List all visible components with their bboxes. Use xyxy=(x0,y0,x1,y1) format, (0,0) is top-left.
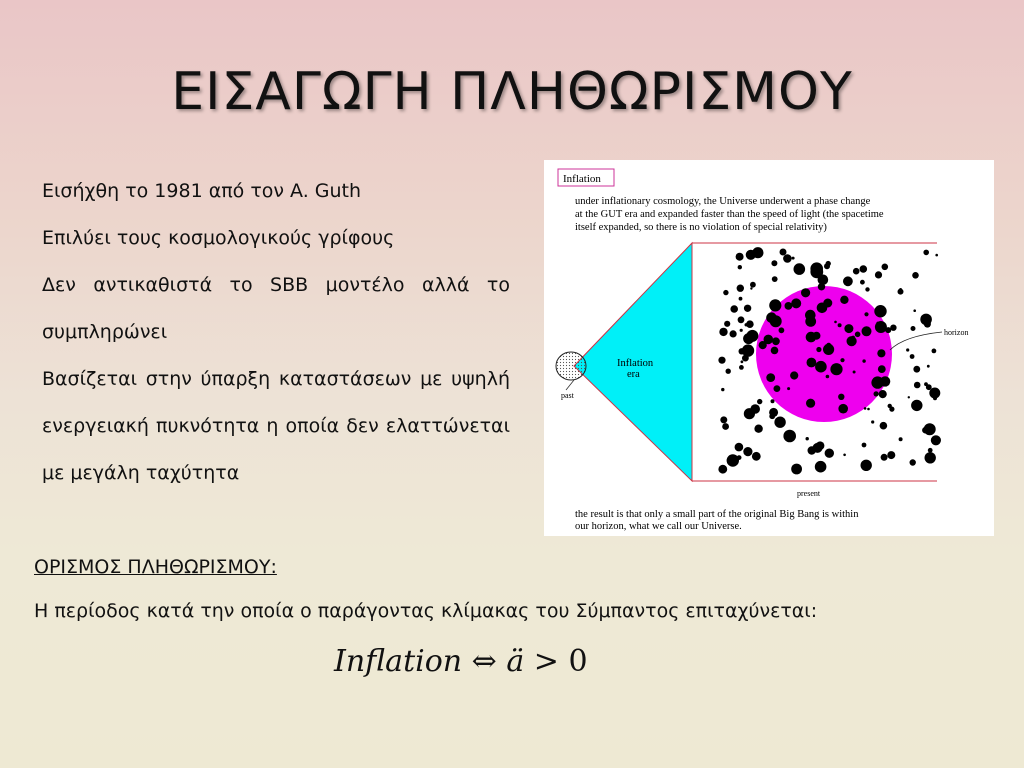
galaxy-dot xyxy=(825,449,834,458)
galaxy-dot xyxy=(874,391,879,396)
galaxy-dot xyxy=(783,254,792,263)
caption-top-line: itself expanded, so there is no violation of special relativity) xyxy=(575,222,827,233)
galaxy-dot xyxy=(787,387,790,390)
galaxy-dot xyxy=(882,264,889,271)
galaxy-dot xyxy=(750,282,756,288)
galaxy-dot xyxy=(843,454,846,457)
galaxy-dot xyxy=(766,373,775,382)
galaxy-dot xyxy=(931,435,941,445)
galaxy-dot xyxy=(783,430,796,443)
slide-title: ΕΙΣΑΓΩΓΗ ΠΛΗΘΩΡΙΣΜΟΥ xyxy=(171,62,853,122)
galaxy-dot xyxy=(906,348,909,351)
galaxy-dot xyxy=(838,404,848,414)
bullet-item: Δεν αντικαθιστά το SBB μοντέλο αλλά το συμπληρώνει xyxy=(42,274,510,343)
galaxy-dot xyxy=(757,399,762,404)
galaxy-dot xyxy=(718,465,727,474)
galaxy-dot xyxy=(824,263,830,269)
galaxy-dot xyxy=(865,287,869,291)
galaxy-dot xyxy=(819,442,823,446)
galaxy-dot xyxy=(772,337,780,345)
galaxy-dot xyxy=(888,404,892,408)
galaxy-dot xyxy=(727,454,739,466)
galaxy-dot xyxy=(720,416,727,423)
galaxy-dot xyxy=(815,461,827,473)
galaxy-dot xyxy=(785,302,793,310)
galaxy-dot xyxy=(844,324,853,333)
galaxy-dot xyxy=(912,272,919,279)
cone-label: era xyxy=(627,369,640,380)
galaxy-dot xyxy=(769,337,772,340)
galaxy-dot xyxy=(860,265,868,273)
galaxy-dot xyxy=(746,320,754,328)
galaxy-dot xyxy=(744,305,751,312)
galaxy-dot xyxy=(834,321,837,324)
galaxy-dot xyxy=(843,276,853,286)
galaxy-dot xyxy=(862,326,872,336)
galaxy-dot xyxy=(924,423,936,435)
caption-top-line: under inflationary cosmology, the Universe underwent a phase change xyxy=(575,196,871,207)
galaxy-dot xyxy=(792,257,795,260)
galaxy-dot xyxy=(791,464,802,475)
galaxy-dot xyxy=(754,425,762,433)
galaxy-dot xyxy=(816,347,821,352)
formula-var: ä xyxy=(506,644,525,679)
galaxy-dot xyxy=(764,335,774,345)
galaxy-dot xyxy=(880,376,890,386)
bullet-item: Εισήχθη το 1981 από τον A. Guth xyxy=(42,180,362,202)
galaxy-dot xyxy=(913,309,916,312)
galaxy-dot xyxy=(860,280,865,285)
galaxy-dot xyxy=(898,289,904,295)
galaxy-dot xyxy=(878,365,886,373)
galaxy-dot xyxy=(911,400,922,411)
galaxy-dot xyxy=(771,260,777,266)
galaxy-dot xyxy=(719,328,727,336)
galaxy-dot xyxy=(801,288,810,297)
galaxy-dot xyxy=(877,349,885,357)
galaxy-dot xyxy=(805,316,816,327)
galaxy-dot xyxy=(927,365,930,368)
galaxy-dot xyxy=(744,408,755,419)
galaxy-dot xyxy=(722,423,729,430)
galaxy-dot xyxy=(910,459,916,465)
galaxy-dot xyxy=(771,399,775,403)
galaxy-dot xyxy=(791,298,801,308)
galaxy-dot xyxy=(920,314,932,326)
galaxy-dot xyxy=(730,330,737,337)
galaxy-dot xyxy=(817,303,828,314)
galaxy-dot xyxy=(881,454,888,461)
galaxy-dot xyxy=(735,443,744,452)
galaxy-dot xyxy=(742,355,749,362)
galaxy-dot xyxy=(880,422,888,430)
past-pointer xyxy=(566,380,574,390)
galaxy-dot xyxy=(739,348,745,354)
galaxy-dot xyxy=(825,346,833,354)
galaxy-dot xyxy=(855,332,861,338)
galaxy-dot xyxy=(853,371,856,374)
galaxy-dot xyxy=(790,371,798,379)
galaxy-dot xyxy=(718,357,725,364)
galaxy-dot xyxy=(738,265,742,269)
galaxy-dot xyxy=(769,299,781,311)
galaxy-dot xyxy=(750,287,752,289)
galaxy-dot xyxy=(808,446,816,454)
galaxy-dot xyxy=(864,407,867,410)
galaxy-dot xyxy=(741,360,744,363)
galaxy-dot xyxy=(853,268,860,275)
galaxy-dot xyxy=(935,254,938,257)
galaxy-dot xyxy=(838,323,842,327)
galaxy-dot xyxy=(923,250,929,256)
past-label: past xyxy=(561,391,574,400)
galaxy-dot xyxy=(738,316,745,323)
galaxy-dot xyxy=(806,437,809,440)
galaxy-dot xyxy=(862,443,867,448)
caption-top-line: at the GUT era and expanded faster than the speed of light (the spacetime xyxy=(575,209,884,220)
galaxy-dot xyxy=(771,347,779,355)
galaxy-dot xyxy=(840,358,844,362)
formula-iff: ⇔ xyxy=(471,644,497,679)
galaxy-dot xyxy=(737,455,742,460)
galaxy-dot xyxy=(806,399,815,408)
galaxy-dot xyxy=(746,250,756,260)
galaxy-dot xyxy=(879,390,887,398)
galaxy-dot xyxy=(913,366,920,373)
definition-heading: ΟΡΙΣΜΟΣ ΠΛΗΘΩΡΙΣΜΟΥ: xyxy=(34,556,277,578)
caption-bottom-line: our horizon, what we call our Universe. xyxy=(575,521,742,532)
inflation-diagram xyxy=(544,160,994,536)
galaxy-dot xyxy=(739,297,743,301)
galaxy-dot xyxy=(887,451,895,459)
galaxy-dot xyxy=(910,354,915,359)
galaxy-dot xyxy=(862,359,865,362)
galaxy-dot xyxy=(737,285,744,292)
horizon-label: horizon xyxy=(944,328,969,337)
inflation-box-label: Inflation xyxy=(563,173,601,185)
galaxy-dot xyxy=(769,408,778,417)
galaxy-dot xyxy=(726,369,731,374)
galaxy-dot xyxy=(864,312,868,316)
present-label: present xyxy=(797,489,821,498)
galaxy-dot xyxy=(723,290,728,295)
galaxy-dot xyxy=(925,452,936,463)
galaxy-dot xyxy=(852,336,855,339)
horizon-pointer xyxy=(890,332,942,350)
galaxy-dot xyxy=(914,382,921,389)
galaxy-dot xyxy=(772,276,778,282)
galaxy-dot xyxy=(840,296,848,304)
definition-text: Η περίοδος κατά την οποία ο παράγοντας κλίμακας του Σύμπαντος επιταχύνεται: xyxy=(34,600,818,622)
galaxy-dot xyxy=(838,394,844,400)
galaxy-dot xyxy=(770,315,782,327)
galaxy-dot xyxy=(911,326,916,331)
galaxy-dot xyxy=(876,322,879,325)
galaxy-dot xyxy=(730,305,738,313)
galaxy-dot xyxy=(875,271,882,278)
inflation-figure xyxy=(544,160,994,536)
galaxy-dot xyxy=(861,460,872,471)
galaxy-dot xyxy=(890,325,896,331)
bullet-list xyxy=(42,168,510,497)
inflation-formula xyxy=(334,644,588,679)
galaxy-dot xyxy=(806,332,817,343)
caption-bottom-line: the result is that only a small part of the original Big Bang is within xyxy=(575,509,859,520)
galaxy-dot xyxy=(794,263,806,275)
galaxy-dot xyxy=(928,448,933,453)
galaxy-dot xyxy=(924,382,928,386)
galaxy-dot xyxy=(826,375,830,379)
cone-label: Inflation xyxy=(617,358,654,369)
galaxy-dot xyxy=(908,396,910,398)
galaxy-dot xyxy=(874,305,886,317)
formula-rest: > 0 xyxy=(533,644,588,679)
bullet-item: Βασίζεται στην ύπαρξη καταστάσεων με υψηλή ενεργειακή πυκνότητα η οποία δεν ελαττώνεται με μεγάλη ταχύτητα xyxy=(42,368,510,484)
bullet-item: Επιλύει τους κοσμολογικούς γρίφους xyxy=(42,227,395,249)
galaxy-dot xyxy=(818,283,825,290)
galaxy-dot xyxy=(774,417,785,428)
formula-lhs: Inflation xyxy=(334,644,463,679)
galaxy-dot xyxy=(752,452,761,461)
galaxy-dot xyxy=(780,249,787,256)
galaxy-dot xyxy=(743,447,752,456)
galaxy-dot xyxy=(740,329,743,332)
past-ellipse xyxy=(556,352,586,380)
galaxy-dot xyxy=(815,361,827,373)
galaxy-dot xyxy=(933,396,937,400)
galaxy-dot xyxy=(932,349,937,354)
galaxy-dot xyxy=(739,365,744,370)
galaxy-dot xyxy=(830,363,842,375)
galaxy-dot xyxy=(810,262,823,275)
galaxy-dot xyxy=(899,437,903,441)
galaxy-dot xyxy=(779,327,785,333)
galaxy-dot xyxy=(774,385,781,392)
galaxy-dot xyxy=(736,253,744,261)
galaxy-dot xyxy=(724,321,730,327)
galaxy-dot xyxy=(867,408,870,411)
galaxy-dot xyxy=(807,358,817,368)
galaxy-dot xyxy=(871,420,874,423)
galaxy-dot xyxy=(746,330,758,342)
galaxy-dot xyxy=(721,388,724,391)
